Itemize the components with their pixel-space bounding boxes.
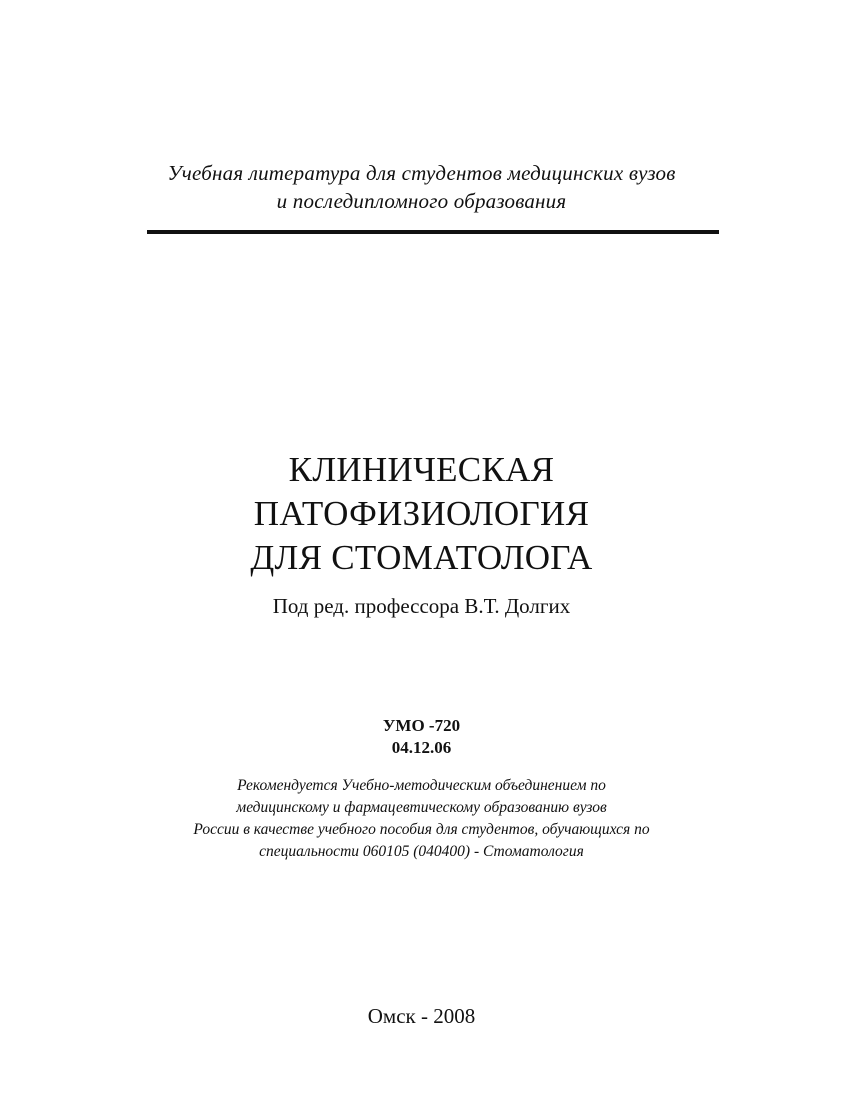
book-title-line-3: ДЛЯ СТОМАТОЛОГА: [250, 538, 593, 577]
editor-credit: Под ред. профессора В.Т. Долгих: [272, 594, 571, 618]
series-heading-line-1: Учебная литература для студентов медицинских вузов: [167, 161, 676, 185]
book-title-line-2: ПАТОФИЗИОЛОГИЯ: [253, 494, 590, 533]
series-heading-line-2: и последипломного образования: [276, 189, 567, 213]
umo-date: 04.12.06: [391, 738, 452, 757]
recommendation-line-1: Рекомендуется Учебно-методическим объединением по: [237, 777, 606, 794]
recommendation-line-2: медицинскому и фармацевтическому образованию вузов: [236, 799, 607, 816]
recommendation-line-3: России в качестве учебного пособия для студентов, обучающихся по: [193, 821, 650, 838]
publication-imprint: Омск - 2008: [367, 1004, 476, 1028]
header-divider: [147, 230, 719, 234]
umo-code: УМО -720: [382, 716, 461, 735]
book-title-line-1: КЛИНИЧЕСКАЯ: [288, 450, 555, 489]
recommendation-line-4: специальности 060105 (040400) - Стоматология: [259, 843, 584, 860]
